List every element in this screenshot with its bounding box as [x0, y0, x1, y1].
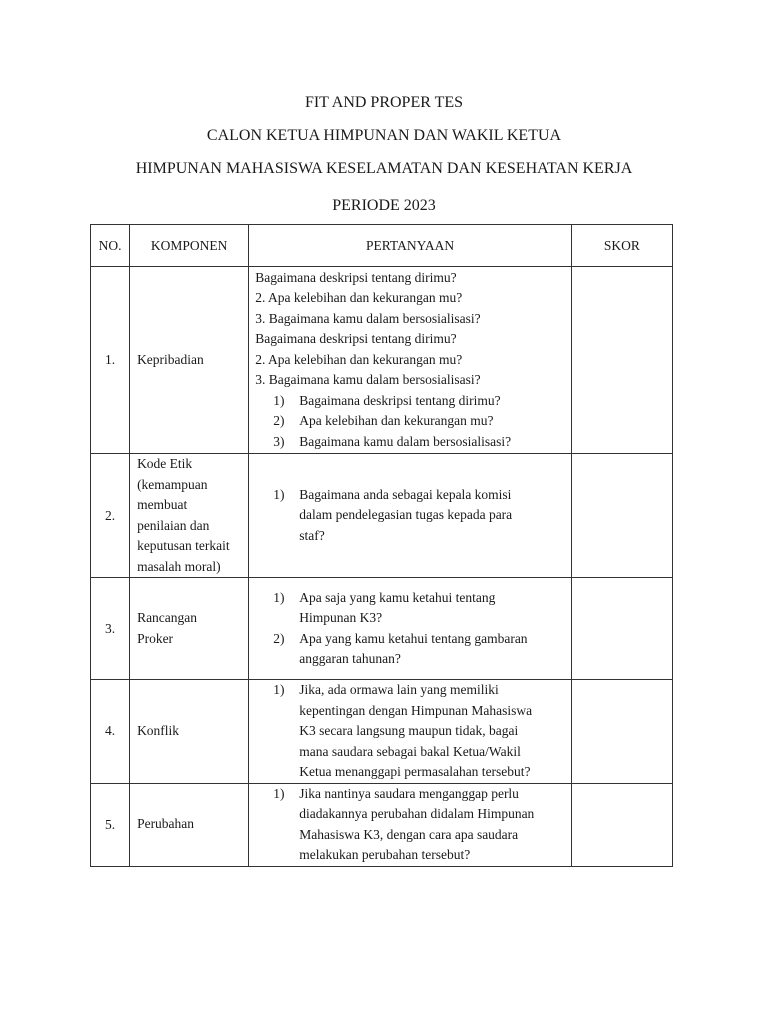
skor-cell: [571, 680, 672, 784]
question-text: melakukan perubahan tersebut?: [299, 847, 471, 862]
question-item: [255, 485, 571, 547]
question-list: [255, 588, 571, 670]
skor-cell: [571, 578, 672, 680]
komponen-text: keputusan terkait: [137, 538, 230, 553]
question-line: Bagaimana deskripsi tentang dirimu?: [255, 331, 457, 347]
question-number: 1): [273, 392, 285, 408]
question-text: diadakannya perubahan didalam Himpunan: [299, 806, 535, 821]
question-text: staf?: [299, 527, 325, 543]
skor-cell: [571, 454, 672, 578]
question-text: anggaran tahunan?: [299, 651, 401, 666]
komponen-cell: [130, 680, 249, 784]
komponen-text: Perubahan: [137, 816, 195, 832]
question-number: 3): [273, 433, 285, 449]
row-number: 3.: [91, 578, 130, 680]
title-line-4: PERIODE 2023: [332, 197, 436, 214]
komponen-cell: [130, 267, 249, 454]
question-item: [255, 391, 571, 412]
question-text: Apa yang kamu ketahui tentang gambaran: [299, 630, 528, 646]
komponen-text: masalah moral): [137, 558, 221, 574]
question-text: kepentingan dengan Himpunan Mahasiswa: [299, 702, 533, 718]
komponen-cell: [130, 783, 249, 866]
question-item: [255, 629, 571, 670]
question-text: Bagaimana deskripsi tentang dirimu?: [299, 392, 501, 408]
question-text: Bagaimana anda sebagai kepala komisi: [299, 486, 512, 502]
table-header-row: [91, 225, 673, 267]
skor-cell: [571, 267, 672, 454]
header-no: NO.: [91, 225, 130, 267]
title-line-1: FIT AND PROPER TES: [304, 94, 464, 111]
question-line: 2. Apa kelebihan dan kekurangan mu?: [255, 351, 463, 367]
row-number: 5.: [91, 783, 130, 866]
question-text: Jika nantinya saudara menganggap perlu: [299, 785, 519, 801]
question-item: [255, 432, 571, 453]
komponen-cell: [130, 454, 249, 578]
table-row: [91, 783, 673, 866]
question-item: [255, 784, 571, 866]
question-text: Mahasiswa K3, dengan cara apa saudara: [299, 826, 519, 842]
question-number: 1): [273, 682, 285, 697]
header-komponen: KOMPONEN: [130, 225, 249, 267]
pertanyaan-cell: [249, 578, 572, 680]
question-number: 2): [273, 630, 285, 646]
question-text: Ketua menanggapi permasalahan tersebut?: [299, 764, 531, 779]
table-row: [91, 578, 673, 680]
komponen-text: Rancangan: [137, 610, 198, 625]
question-text: K3 secara langsung maupun tidak, bagai: [299, 723, 519, 738]
pertanyaan-cell: [249, 680, 572, 784]
question-number: 1): [273, 785, 285, 801]
question-line: 3. Bagaimana kamu dalam bersosialisasi?: [255, 372, 481, 388]
komponen-text: Kepribadian: [137, 351, 204, 367]
table-row: [91, 680, 673, 784]
komponen-text: membuat: [137, 497, 188, 512]
question-text: Bagaimana kamu dalam bersosialisasi?: [299, 433, 512, 449]
row-number: 2.: [91, 454, 130, 578]
header-skor: SKOR: [571, 225, 672, 267]
question-line: Bagaimana deskripsi tentang dirimu?: [255, 269, 457, 285]
table-row: [91, 454, 673, 578]
skor-cell: [571, 783, 672, 866]
question-list: [255, 680, 571, 783]
table-row: [91, 267, 673, 454]
question-number: 1): [273, 486, 285, 502]
question-text: Apa saja yang kamu ketahui tentang: [299, 589, 496, 605]
pertanyaan-cell: [249, 454, 572, 578]
question-text: Apa kelebihan dan kekurangan mu?: [299, 413, 494, 429]
question-text: Jika, ada ormawa lain yang memiliki: [299, 682, 499, 697]
question-line: 3. Bagaimana kamu dalam bersosialisasi?: [255, 310, 481, 326]
question-list: [255, 485, 571, 547]
question-number: 1): [273, 589, 285, 605]
question-item: [255, 680, 571, 783]
question-item: [255, 411, 571, 432]
row-number: 1.: [91, 267, 130, 454]
komponen-text: Kode Etik: [137, 456, 193, 471]
komponen-text: Proker: [137, 630, 174, 646]
komponen-text: Konflik: [137, 723, 180, 738]
question-text: dalam pendelegasian tugas kepada para: [299, 507, 513, 523]
question-number: 2): [273, 413, 285, 429]
title-line-3: HIMPUNAN MAHASISWA KESELAMATAN DAN KESEHATAN KERJA: [135, 160, 633, 177]
question-line: 2. Apa kelebihan dan kekurangan mu?: [255, 290, 463, 306]
question-text: Himpunan K3?: [299, 610, 383, 625]
komponen-cell: [130, 578, 249, 680]
question-text: mana saudara sebagai bakal Ketua/Wakil: [299, 743, 521, 759]
komponen-text: (kemampuan: [137, 476, 208, 492]
header-pertanyaan: PERTANYAAN: [249, 225, 572, 267]
question-list: [255, 391, 571, 453]
pertanyaan-cell: [249, 267, 572, 454]
question-list: [255, 784, 571, 866]
question-item: [255, 588, 571, 629]
row-number: 4.: [91, 680, 130, 784]
title-line-2: CALON KETUA HIMPUNAN DAN WAKIL KETUA: [206, 127, 562, 144]
komponen-text: penilaian dan: [137, 517, 210, 533]
pertanyaan-cell: [249, 783, 572, 866]
question-table: [90, 224, 673, 867]
document-header: [0, 92, 768, 228]
